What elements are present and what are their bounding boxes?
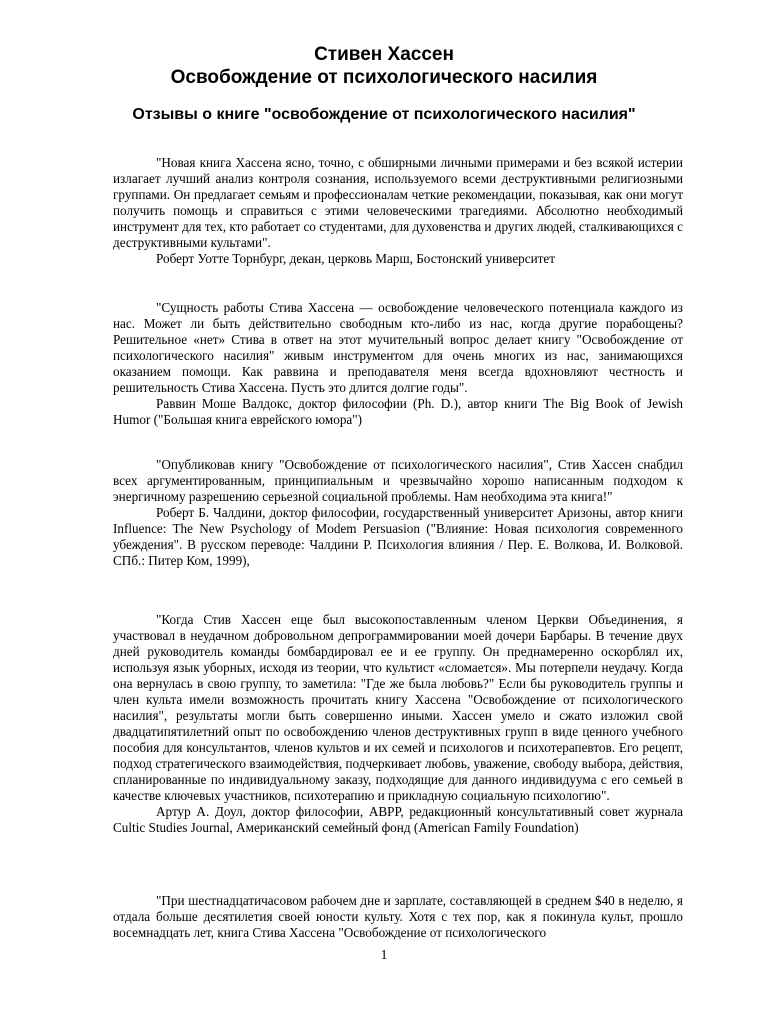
- book-title: Освобождение от психологического насилия: [170, 67, 598, 88]
- review-block: [113, 155, 683, 267]
- author-name: Стивен Хассен: [314, 44, 454, 65]
- review-attribution: Раввин Моше Валдокс, доктор философии (Ph. D.), автор книги The Big Book of Jewish Humor ("Большая книга еврейского юмора"): [113, 396, 683, 427]
- review-block: [113, 612, 683, 836]
- review-quote: "Опубликовав книгу "Освобождение от психологического насилия", Стив Хассен снабдил всех аргументированным, принципиальным и чрезвычайно хорошо написанным подходом к энергичному разрешению серьезной социальной проблемы. Нам необходима эта книга!": [113, 457, 683, 504]
- review-attribution: Роберт Б. Чалдини, доктор философии, государственный университет Аризоны, автор книги Influence: The New Psychology of Modem Persuasion ("Влияние: Новая психология современного убеждения". В русском переводе: Чалдини Р. Психология влияния / Пер. Е. Волкова, И. Волковой. СПб.: Питер Ком, 1999),: [113, 505, 683, 568]
- section-subtitle: Отзывы о книге "освобождение от психологического насилия": [132, 106, 636, 123]
- review-block: [113, 893, 683, 941]
- review-quote: "Новая книга Хассена ясно, точно, с обширными личными примерами и без всякой истерии излагает лучший анализ контроля сознания, используемого всеми деструктивными религиозными группами. Он предлагает семьям и профессионалам четкие рекомендации, показывая, как они могут получить помощь и справиться с этими человеческими трагедиями. Абсолютно необходимый инструмент для тех, кто работает со студентами, для духовенства и других людей, сталкивающихся с деструктивными культами".: [113, 155, 683, 250]
- review-block: [113, 457, 683, 569]
- page-number: 1: [380, 947, 388, 962]
- review-quote: "При шестнадцатичасовом рабочем дне и зарплате, составляющей в среднем $40 в неделю, я отдала больше десятилетия своей юности культу. Хотя с тех пор, как я покинула культ, прошло восемнадцать лет, книга Стива Хассена "Освобождение от психологического: [113, 893, 683, 940]
- review-attribution: Артур А. Доул, доктор философии, ABPP, редакционный консультативный совет журнала Cultic Studies Journal, Американский семейный фонд (American Family Foundation): [113, 804, 683, 835]
- review-attribution: Роберт Уотте Торнбург, декан, церковь Марш, Бостонский университет: [156, 251, 556, 266]
- review-quote: "Сущность работы Стива Хассена — освобождение человеческого потенциала каждого из нас. Может ли быть действительно свободным кто-либо из нас, когда другие порабощены? Решительное «нет» Стива в ответ на этот мучительный вопрос делает книгу "Освобождение от психологического насилия" живым инструментом для очень многих из нас, занимающихся оказанием помощи. Как раввина и преподавателя меня всегда вдохновляют честность и решительность Стива Хассена. Пусть это длится долгие годы".: [113, 300, 683, 395]
- review-quote: "Когда Стив Хассен еще был высокопоставленным членом Церкви Объединения, я участвовал в неудачном добровольном депрограммировании моей дочери Барбары. В течение двух дней руководитель команды бомбардировал ее и ее группу. Он преднамеренно оскорблял их, используя язык уборных, исходя из теории, что культист «сломается». Мы потерпели неудачу. Когда она вернулась в свою группу, то заметила: "Где же была любовь?" Если бы руководитель группы и член культа имели возможность прочитать книгу Хассена "Освобождение от психологического насилия", результаты могли быть совершенно иными. Хассен умело и сжато изложил свой двадцатипятилетний опыт по освобождению членов деструктивных групп в виде ценного учебного пособия для консультантов, членов культов и их семей и психологов и психотерапевтов. Его рецепт, подход стратегического взаимодействия, подчеркивает любовь, уважение, свободу выбора, действия, спланированные по индивидуальному заказу, подходящие для данного индивидуума с его семьей в качестве ключевых участников, психотерапию и прикладную социальную психологию".: [113, 612, 683, 803]
- review-block: [113, 300, 683, 428]
